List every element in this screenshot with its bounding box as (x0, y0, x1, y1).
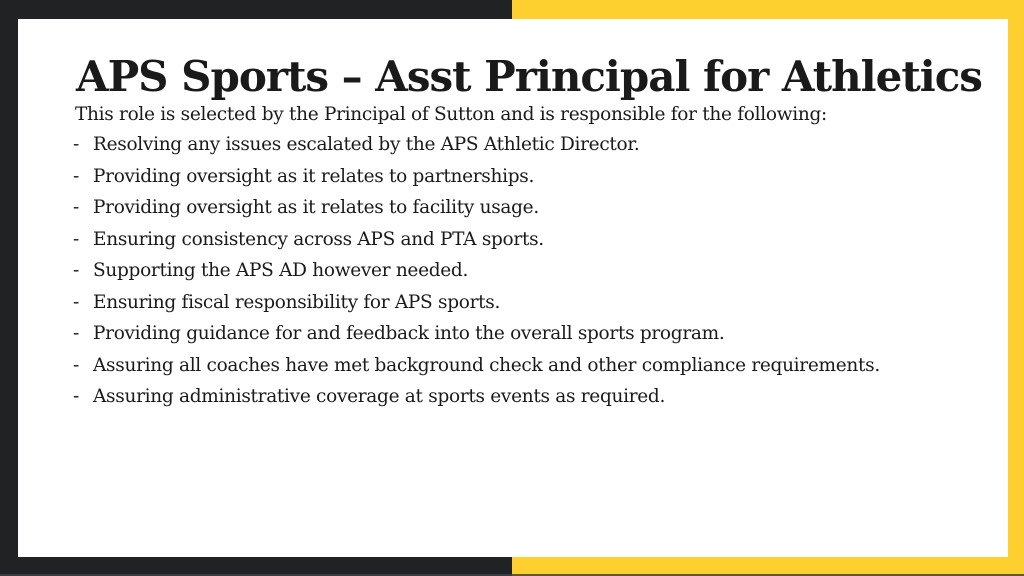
bullet-list (73, 134, 880, 418)
bullet-dash-marker: - (73, 354, 79, 376)
intro-text: This role is selected by the Principal of Sutton and is responsible for the following: (75, 104, 827, 125)
bullet-item (73, 260, 880, 282)
bullet-dash-marker: - (73, 386, 79, 407)
bullet-item (73, 134, 880, 156)
bullet-text: Assuring administrative coverage at sports events as required. (93, 386, 666, 407)
bullet-text: Providing oversight as it relates to partnerships. (93, 165, 535, 187)
frame-left-black-border (0, 0, 18, 576)
bullet-dash-marker: - (73, 260, 79, 281)
bullet-text: Resolving any issues escalated by the APS Athletic Director. (93, 134, 640, 155)
bullet-text: Ensuring consistency across APS and PTA sports. (93, 228, 544, 250)
bullet-dash-marker: - (73, 228, 79, 250)
bullet-text: Ensuring fiscal responsibility for APS sports. (93, 291, 501, 313)
bullet-item (73, 355, 880, 377)
bullet-item (73, 292, 880, 314)
slide-title: APS Sports – Asst Principal for Athletics (76, 52, 982, 101)
bullet-dash-marker: - (73, 197, 79, 218)
bullet-dash-marker: - (73, 134, 79, 155)
bullet-item (73, 386, 880, 408)
bullet-item (73, 323, 880, 345)
bullet-text: Providing guidance for and feedback into the overall sports program. (93, 323, 725, 344)
bullet-dash-marker: - (73, 291, 79, 313)
bullet-dash-marker: - (73, 165, 79, 187)
bullet-text: Supporting the APS AD however needed. (93, 260, 469, 281)
bullet-item (73, 166, 880, 188)
bullet-item (73, 197, 880, 219)
frame-top-yellow-band (512, 0, 1024, 19)
bullet-dash-marker: - (73, 323, 79, 344)
bullet-text: Providing oversight as it relates to facility usage. (93, 197, 539, 218)
frame-right-yellow-border (1008, 0, 1024, 576)
bullet-item (73, 229, 880, 251)
bullet-text: Assuring all coaches have met background check and other compliance requirements. (93, 354, 880, 376)
frame-top-black-band (0, 0, 512, 19)
